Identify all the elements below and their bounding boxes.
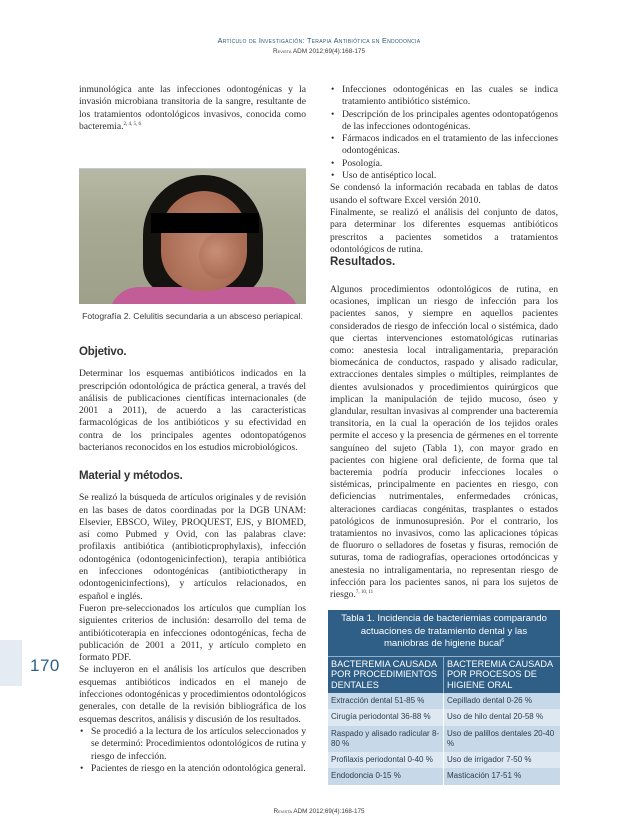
- methods-paragraph-excel: Se condensó la información recabada en tablas de datos usando el software Excel versión 2010.: [330, 182, 558, 206]
- table-cell: Extracción dental 51-85 %: [328, 693, 444, 709]
- table-cell: Profilaxis periodontal 0-40 %: [328, 752, 444, 768]
- running-header: [0, 36, 638, 55]
- objetivo-section: [79, 346, 306, 454]
- material-section: [79, 470, 306, 775]
- table-row: [328, 693, 560, 709]
- privacy-bar: [151, 213, 259, 233]
- left-intro-paragraph: inmunológica ante las infecciones odontogénicas y la invasión microbiana transitoria de la sangre, resultante de los tratamientos odontológicos invasivos, conocida como bacteremia.$^{2, 4, 5, 6}$: [79, 84, 306, 132]
- table-cell: Cepillado dental 0-26 %: [447, 696, 532, 706]
- header-journal: Revista ADM 2012;69(4):168-175: [272, 48, 366, 55]
- table-title: Tabla 1. Incidencia de bacteriemias comparando actuaciones de tratamiento dental y las maniobras de higiene bucal$^6$: [328, 610, 560, 656]
- material-paragraph-2: Fueron pre-seleccionados los artículos que cumplían los siguientes criterios de inclusión: desarrollo del tema de antibióticoterapia en infecciones odontogénicas, fecha de publicación de 2001 a 2011, y artículo completo en formato PDF.: [79, 602, 306, 664]
- material-bullet-list: [79, 726, 306, 775]
- material-paragraph-1: Se realizó la búsqueda de artículos originales y de revisión en las bases de datos coordinadas por la DGB UNAM: Elsevier, EBSCO, Wiley, PROQUEST, EJS, y BIOMED, así como Pubmed y Ovid, con las palabras clave: profilaxis antibiótica (antibioticprophylaxis), infección odontogénica (odontogenicinfection), terapia antibiótica en infecciones odontogénicas (antibiotictherapy in odontogenicinfections), y artículos relacionados, en español e inglés.: [79, 492, 306, 602]
- table-row: [328, 726, 560, 752]
- table-1: [328, 610, 560, 785]
- list-item: • Fármacos indicados en el tratamiento de las infecciones odontogénicas.: [330, 133, 558, 158]
- material-paragraph-3: Se incluyeron en el análisis los artículos que describen esquemas antibióticos indicados en el manejo de infecciones odontogénicas y procedimientos odontológicos generales, con detalle de la revisión bibliográfica de los esquemas descritos, análisis y discusión de los resultados.: [79, 664, 306, 725]
- table-cell: Cirugía periodontal 36-88 %: [328, 709, 444, 725]
- patient-photo: [79, 168, 306, 304]
- list-item: • Uso de antiséptico local.: [330, 170, 558, 182]
- table-row: [328, 709, 560, 725]
- photo-caption: Fotografía 2. Celulitis secundaria a un absceso periapical.: [82, 311, 303, 321]
- table-cell: Uso de palillos dentales 20-40 %: [447, 728, 555, 748]
- citation-ref: 2, 4, 5, 6: [123, 121, 141, 127]
- criteria-bullet-list: [330, 84, 558, 182]
- objetivo-text: Determinar los esquemas antibióticos indicados en la prescripción odontológica de práctica general, a través del análisis de publicaciones científicas internacionales (de 2001 a 2011), de acuerdo a las características farmacológicas de los antibióticos y su efectividad en contra de los principales agentes odontopatógenos bacterianos reconocidos en los estudios microbiológicos.: [79, 368, 306, 454]
- methods-paragraph-analysis: Finalmente, se realizó el análisis del conjunto de datos, para determinar los diferentes esquemas antibióticos prescritos a pacientes sometidos a tratamientos odontológicos de rutina.: [330, 206, 558, 255]
- header-article-title: Artículo de Investigación: Terapia Antibiótica en Endodoncia: [217, 36, 421, 45]
- table-cell: Masticación 17-51 %: [447, 771, 522, 781]
- citation-ref: 6: [501, 637, 505, 644]
- table-header-row: [328, 656, 560, 694]
- resultados-text: Algunos procedimientos odontológicos de rutina, en ocasiones, implican un riesgo de infección para los pacientes sanos, y siempre en aquellos pacientes considerados de riesgo de infección local o sistémica, dado que ciertas intervenciones estomatológicas rutinarias como: anestesia local intraligamentaria, preparación biomecánica de conductos, raspado y alisado radicular, extracciones dentales simples o múltiples, reimplantes de dientes avulsionados y procedimientos quirúrgicos que implican la manipulación de tejido mucoso, óseo y glandular, resultan invasivas al comprender una bacteremia transitoria, en la cual la operación de los tejidos orales permite el acceso y la presencia de gérmenes en el torrente sanguíneo del sujeto (Tabla 1), con mayor grado en pacientes con higiene oral deficiente, de forma que tal bacteremia podría producir infecciones locales o sistémicas, principalmente en pacientes en riesgo, con deficiencias nutrimentales, enfermedades crónicas, alteraciones cardiacas congénitas, trasplantes o estados patológicos de inmunosupresión. Por el contrario, los tratamientos no invasivos, como las aplicaciones tópicas de fluoruro o selladores de fosetas y fisuras, remoción de suturas, toma de radiografías, operaciones ortodóncicas y anestesia no intraligamentaria, no representan riesgo de infección para los pacientes sanos, ni para los sujetos de riesgo.$^{7, 10, 11}$: [330, 284, 558, 601]
- page-number: 170: [30, 656, 60, 675]
- table-row: [328, 752, 560, 768]
- list-item: • Descripción de los principales agentes odontopatógenos de las infecciones odontogénicas.: [330, 109, 558, 134]
- table-row: [328, 768, 560, 784]
- list-item: • Se procedió a la lectura de los artículos seleccionados y se determinó: Procedimientos odontológicos de rutina y riesgo de infección.: [79, 726, 306, 763]
- list-item: • Infecciones odontogénicas en las cuales se indica tratamiento antibiótico sistémico.: [330, 84, 558, 109]
- material-heading: Material y métodos.: [79, 470, 183, 482]
- resultados-heading: Resultados.: [330, 256, 396, 268]
- citation-ref: 7, 10, 11: [355, 589, 374, 595]
- list-item: • Pacientes de riesgo en la atención odontológica general.: [79, 763, 306, 775]
- table-header-cell: BACTEREMIA CAUSADA POR PROCEDIMIENTOS DENTALES: [328, 657, 444, 694]
- table-cell: Endodoncia 0-15 %: [328, 768, 444, 784]
- table-cell: Raspado y alisado radicular 8-80 %: [328, 726, 444, 752]
- list-item: • Posología.: [330, 158, 558, 170]
- table-cell: Uso de irrigador 7-50 %: [447, 755, 532, 765]
- right-top-block: [330, 84, 558, 256]
- objetivo-heading: Objetivo.: [79, 346, 127, 358]
- running-footer: Revista ADM 2012;69(4):168-175: [273, 808, 365, 815]
- page-edge-tab: [0, 640, 22, 686]
- table-cell: Uso de hilo dental 20-58 %: [447, 712, 544, 722]
- table-header-cell: BACTEREMIA CAUSADA POR PROCESOS DE HIGIENE ORAL: [447, 658, 553, 690]
